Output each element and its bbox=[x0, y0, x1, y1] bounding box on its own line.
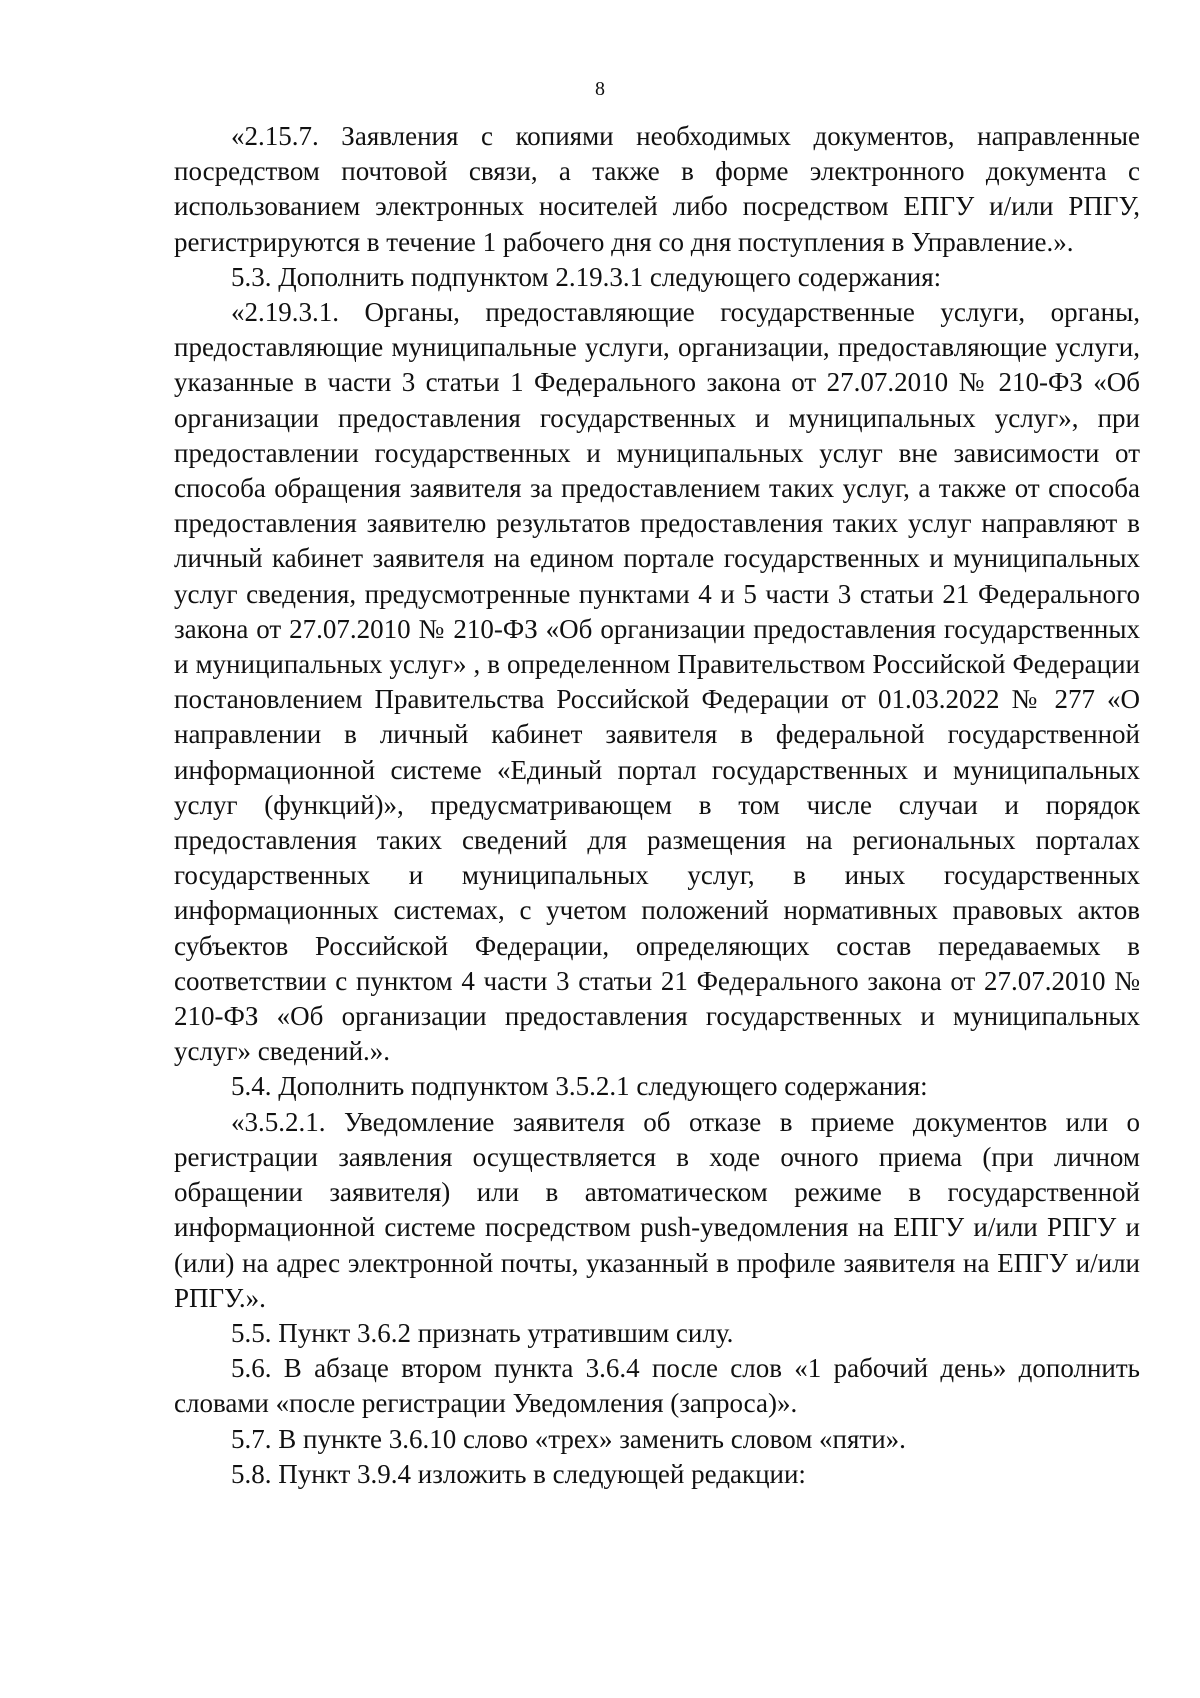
document-body bbox=[174, 119, 1140, 1492]
paragraph-5-8: 5.8. Пункт 3.9.4 изложить в следующей редакции: bbox=[231, 1458, 806, 1489]
paragraph-3-5-2-1: «3.5.2.1. Уведомление заявителя об отказе в приеме документов или о регистрации заявления осуществляется в ходе очного приема (при личном обращении заявителя) или в автоматическом режиме в государственной информационной системе посредством push-уведомления на ЕПГУ и/или РПГУ и (или) на адрес электронной почты, указанный в профиле заявителя на ЕПГУ и/или РПГУ.». bbox=[174, 1106, 1140, 1313]
page-number: 8 bbox=[595, 78, 605, 100]
paragraph-5-6: 5.6. В абзаце втором пункта 3.6.4 после слов «1 рабочий день» дополнить словами «после регистрации Уведомления (запроса)». bbox=[174, 1353, 1140, 1419]
paragraph-5-3: 5.3. Дополнить подпунктом 2.19.3.1 следующего содержания: bbox=[231, 261, 942, 292]
paragraph-5-5: 5.5. Пункт 3.6.2 признать утратившим силу. bbox=[231, 1317, 734, 1348]
paragraph-5-7: 5.7. В пункте 3.6.10 слово «трех» заменить словом «пяти». bbox=[231, 1423, 906, 1454]
paragraph-5-4: 5.4. Дополнить подпунктом 3.5.2.1 следующего содержания: bbox=[231, 1071, 928, 1102]
paragraph-2-19-3-1: «2.19.3.1. Органы, предоставляющие государственные услуги, органы, предоставляющие муниципальные услуги, организации, предоставляющие услуги, указанные в части 3 статьи 1 Федерального закона от 27.07.2010 № 210-ФЗ «Об организации предоставления государственных и муниципальных услуг», при предоставлении государственных и муниципальных услуг вне зависимости от способа обращения заявителя за предоставлением таких услуг, а также от способа предоставления заявителю результатов предоставления таких услуг направляют в личный кабинет заявителя на едином портале государственных и муниципальных услуг сведения, предусмотренные пунктами 4 и 5 части 3 статьи 21 Федерального закона от 27.07.2010 № 210-ФЗ «Об организации предоставления государственных и муниципальных услуг» , в определенном Правительством Российской Федерации постановлением Правительства Российской Федерации от 01.03.2022 № 277 «О направлении в личный кабинет заявителя в федеральной государственной информационной системе «Единый портал государственных и муниципальных услуг (функций)», предусматривающем в том числе случаи и порядок предоставления таких сведений для размещения на региональных порталах государственных и муниципальных услуг, в иных государственных информационных системах, с учетом положений нормативных правовых актов субъектов Российской Федерации, определяющих состав передаваемых в соответствии с пунктом 4 части 3 статьи 21 Федерального закона от 27.07.2010 № 210-ФЗ «Об организации предоставления государственных и муниципальных услуг» сведений.». bbox=[174, 297, 1140, 1067]
paragraph-2-15-7: «2.15.7. Заявления с копиями необходимых документов, направленные посредством почтовой связи, а также в форме электронного документа с использованием электронных носителей либо посредством ЕПГУ и/или РПГУ, регистрируются в течение 1 рабочего дня со дня поступления в Управление.». bbox=[174, 121, 1140, 257]
